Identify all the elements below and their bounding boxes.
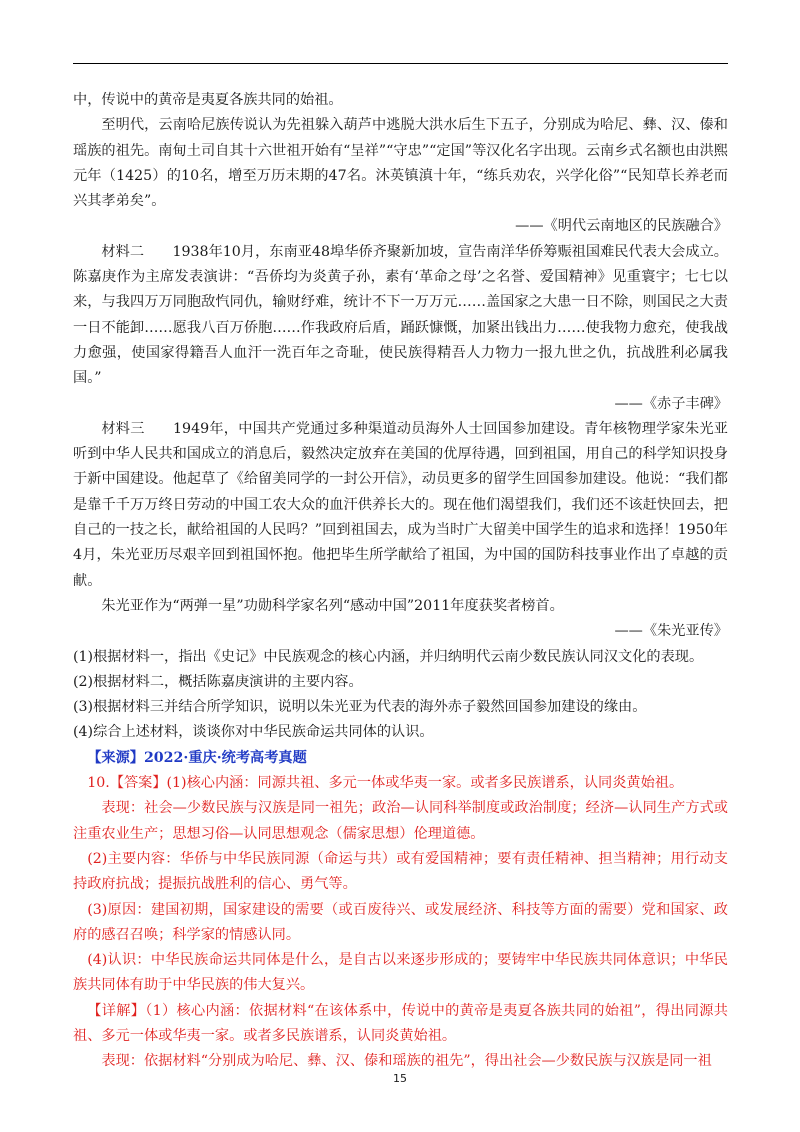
material-three-note: 朱光亚作为“两弹一星”功勋科学家名列“感动中国”2011年度获奖者榜首。 <box>101 597 564 614</box>
page-number: 15 <box>393 1072 407 1085</box>
source-citation: ——《赤子丰碑》 <box>614 395 728 412</box>
material-three-paragraph <box>73 417 728 594</box>
material-text: 1938年10月，东南亚48埠华侨齐聚新加坡，宣告南洋华侨筹赈祖国难民代表大会成立。陈嘉庚作为主席发表演讲：“吾侨均为炎黄子孙，素有‘革命之母’之名誉、爱国精神》见重寰宇；七七以来，与我四万万同胞敌忾同仇，输财纾难，统计不下一万万元……盖国家之大患一日不除，则国民之大责一日不能卸……愿我八百万侨胞……作我政府后盾，踊跃慷慨，加紧出钱出力……使我物力愈充，使我战力愈强，使国家得籍吾人血汗一洗百年之奇耻，使民族得精吾人力物力一报九世之仇，抗战胜利必属我国。” <box>73 243 728 387</box>
answer-line: (3)原因：建国初期，国家建设的需要（或百废待兴、或发展经济、科技等方面的需要）党和国家、政府的感召召唤；科学家的情感认同。 <box>73 901 728 943</box>
answer-line: (2)主要内容：华侨与中华民族同源（命运与共）或有爱国精神；要有责任精神、担当精神；用行动支持政府抗战；提振抗战胜利的信心、勇气等。 <box>73 850 728 893</box>
body-line: 中，传说中的黄帝是夷夏各族共同的始祖。 <box>73 92 343 108</box>
question-item: (3)根据材料三并结合所学知识，说明以朱光亚为代表的海外赤子毅然回国参加建设的缘由。 <box>73 699 647 716</box>
page-content <box>73 88 728 1075</box>
source-citation: ——《朱光亚传》 <box>614 623 728 640</box>
material-text: 1949年，中国共产党通过多种渠道动员海外人士回国参加建设。青年核物理学家朱光亚听到中华人民共和国成立的消息后，毅然决定放弃在美国的优厚待遇，回到祖国，用自己的科学知识投身于新中国建设。他起草了《给留美同学的一封公开信》，动员更多的留学生回国参加建设。他说：“我们都是靠千千万万终日劳动的中国工农大众的血汗供养长大的。现在他们渴望我们，我们还不该赶快回去，把自己的一技之长，献给祖国的人民吗？”回到祖国去，成为当时广大留美中国学生的追求和选择！1950年4月，朱光亚历尽艰辛回到祖国怀抱。他把毕生所学献给了祖国，为中国的国防科技事业作出了卓越的贡献。 <box>73 420 728 589</box>
source-tag: 【来源】2022·重庆·统考高考真题 <box>87 749 307 766</box>
explanation-line: 表现：依据材料“分别成为哈尼、彝、汉、傣和瑶族的祖先”，得出社会—少数民族与汉族是同一祖 <box>101 1053 712 1070</box>
material-one-paragraph: 至明代，云南哈尼族传说认为先祖躲入葫芦中逃脱大洪水后生下五子，分别成为哈尼、彝、汉、傣和瑶族的祖先。南甸土司自其十六世祖开始有“呈祥”“守忠”“定国”等汉化名字出现。云南乡式名额也由洪熙元年（1425）的10名，增至万历末期的47名。沐英镇滇十年，“练兵劝农，兴学化俗”“民知草长养老而兴其孝弟矣”。 <box>73 117 728 210</box>
question-item: (1)根据材料一，指出《史记》中民族观念的核心内涵，并归纳明代云南少数民族认同汉文化的表现。 <box>73 648 704 665</box>
answer-line: 表现：社会—少数民族与汉族是同一祖先；政治—认同科举制度或政治制度；经济—认同生产方式或注重农业生产；思想习俗—认同思想观念（儒家思想）伦理道德。 <box>73 800 728 842</box>
explanation-line: 【详解】（1）核心内涵：依据材料“在该体系中，传说中的黄帝是夷夏各族共同的始祖”，得出同源共祖、多元一体或华夷一家。或者多民族谱系，认同炎黄始祖。 <box>73 1002 728 1044</box>
question-item: (2)根据材料二，概括陈嘉庚演讲的主要内容。 <box>73 673 363 690</box>
answer-line: 10.【答案】(1)核心内涵：同源共祖、多元一体或华夷一家。或者多民族谱系，认同炎黄始祖。 <box>87 775 684 792</box>
question-item: (4)综合上述材料，谈谈你对中华民族命运共同体的认识。 <box>73 724 434 741</box>
material-label: 材料二 <box>101 243 145 260</box>
material-two-paragraph <box>73 240 728 392</box>
source-citation: ——《明代云南地区的民族融合》 <box>515 218 728 235</box>
answer-line: (4)认识：中华民族命运共同体是什么，是自古以来逐步形成的；要铸牢中华民族共同体意识；中华民族共同体有助于中华民族的伟大复兴。 <box>73 952 728 994</box>
material-label: 材料三 <box>101 420 145 437</box>
header-rule <box>73 63 728 64</box>
